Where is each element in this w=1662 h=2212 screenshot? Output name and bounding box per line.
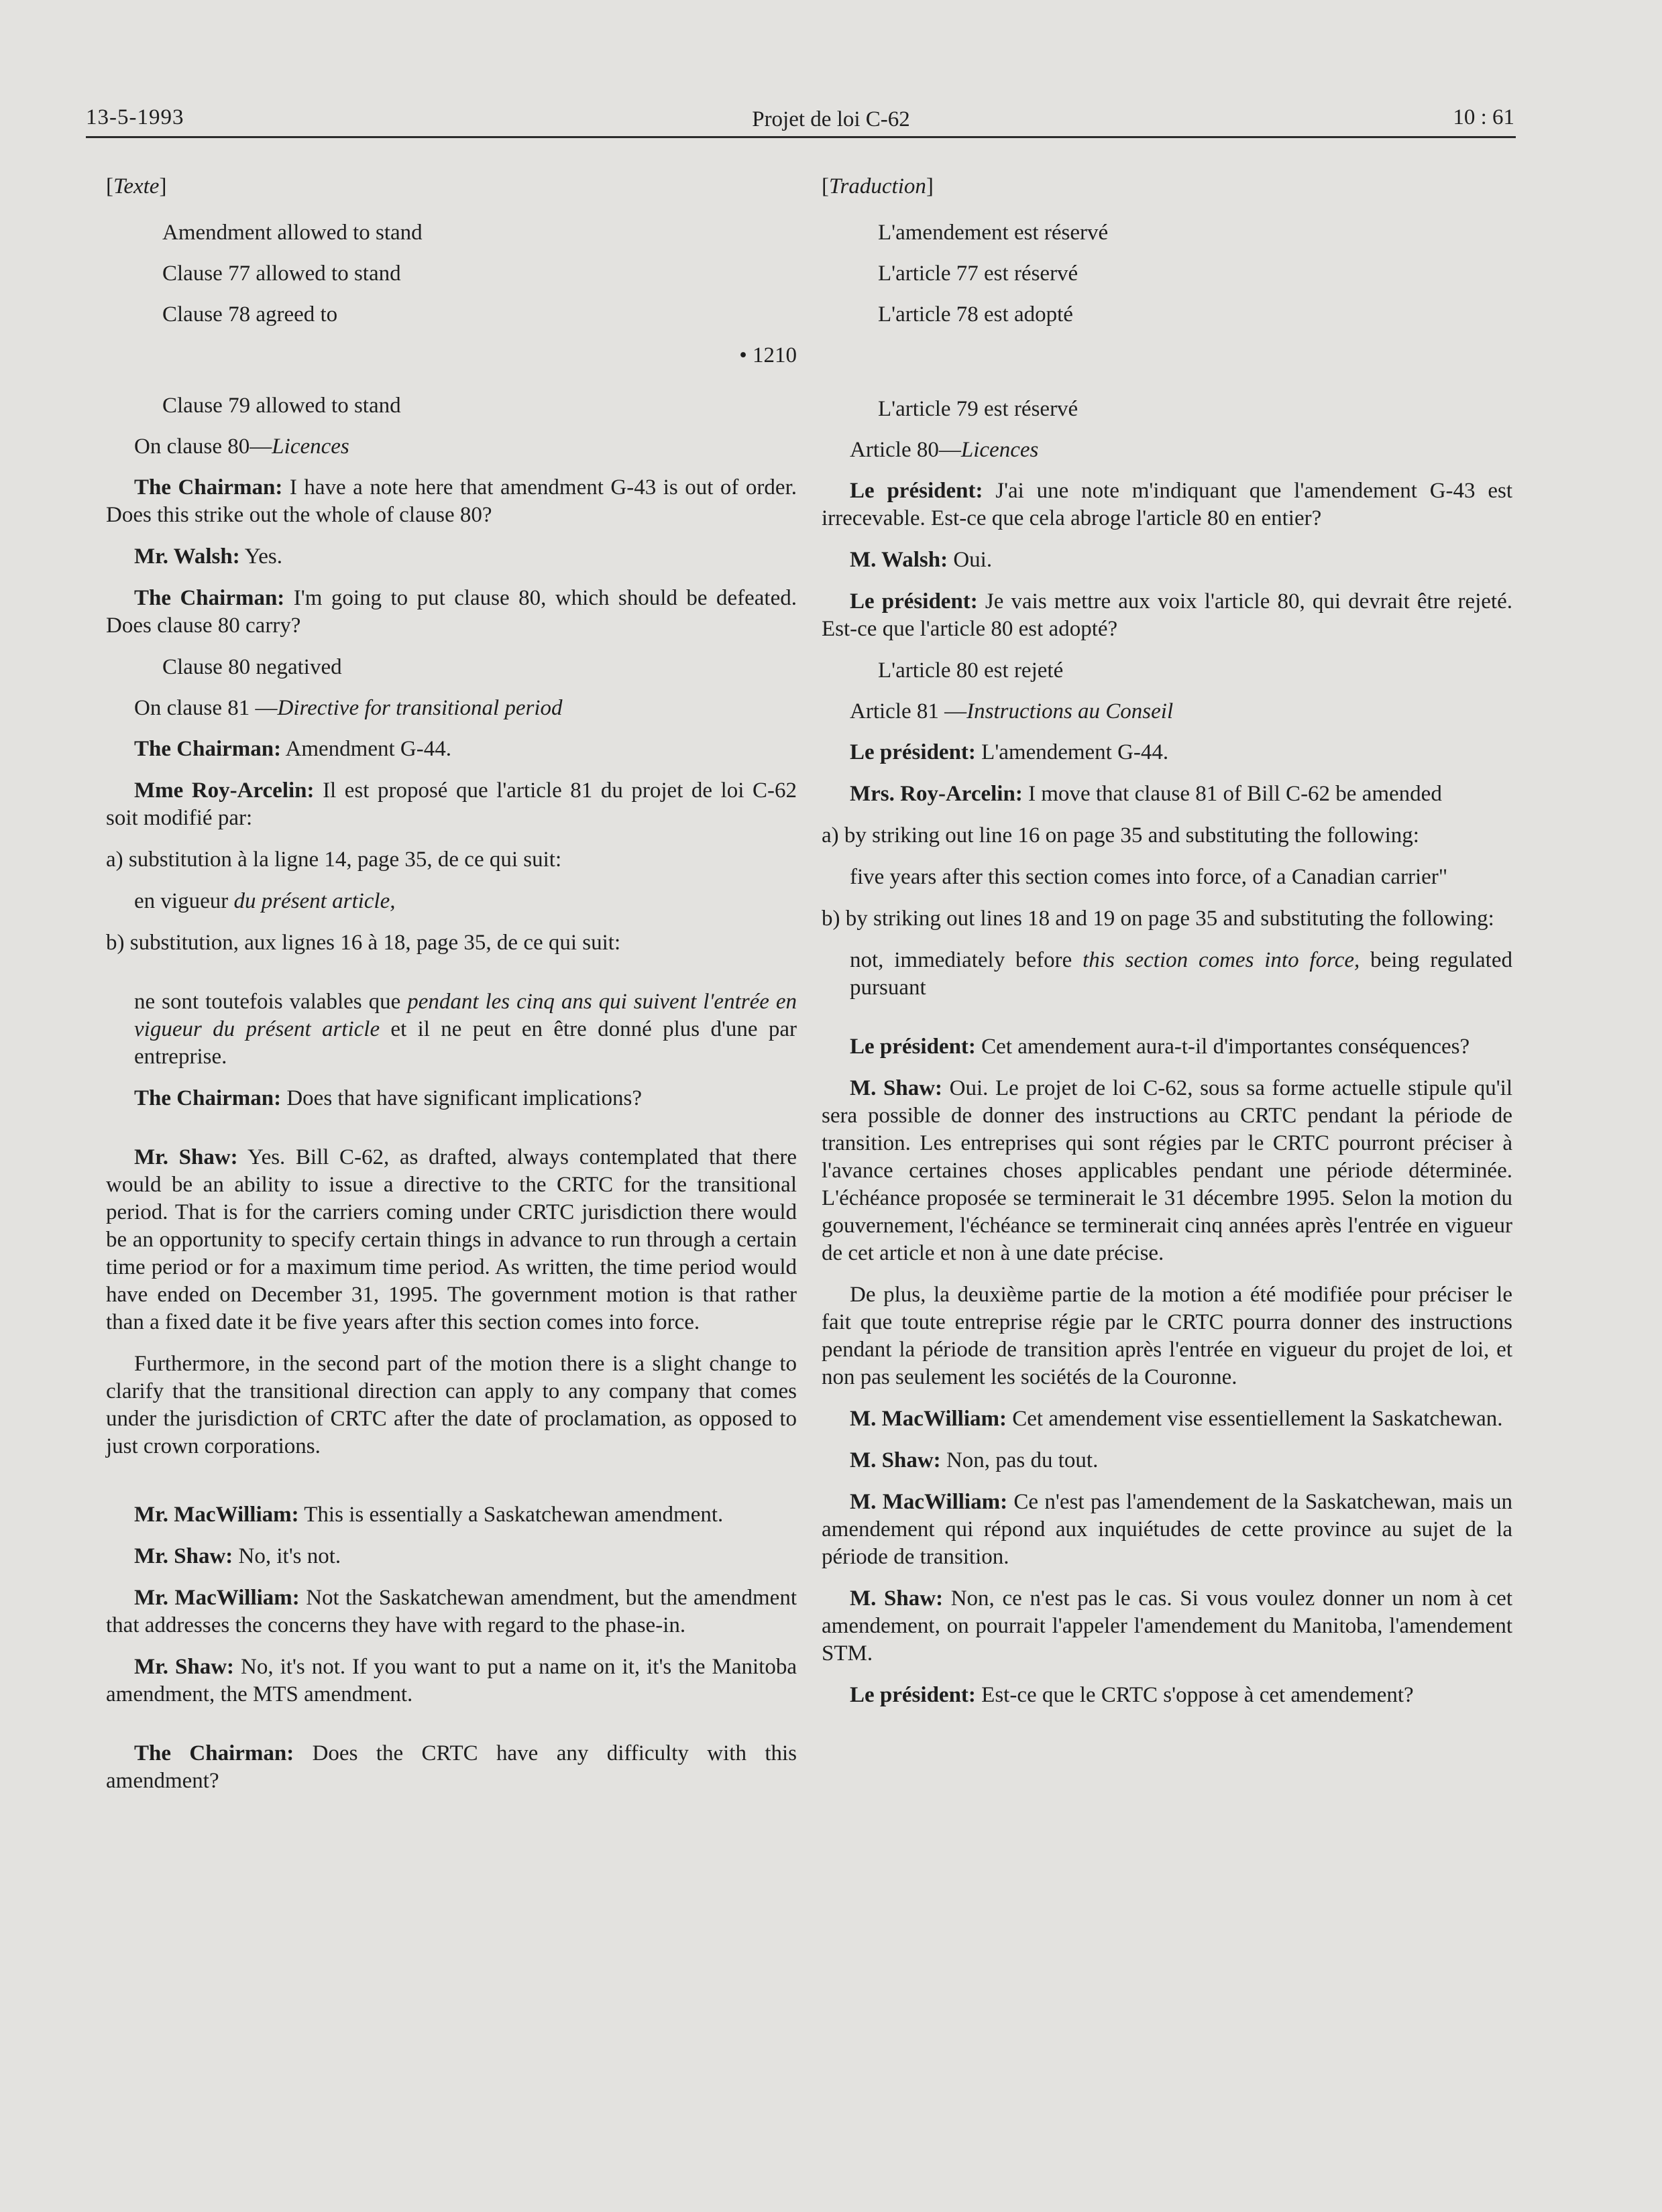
procedural-line: L'article 77 est réservé [878, 261, 1078, 286]
speaker-name: Mr. Shaw: [134, 1145, 238, 1169]
speaker-name: The Chairman: [134, 1086, 282, 1110]
column-tag: [Texte] [106, 174, 167, 198]
speech-paragraph: M. Shaw: Non, pas du tout. [850, 1448, 1099, 1472]
header-page-number: 10 : 61 [1453, 105, 1514, 129]
clause-heading: Article 81 —Instructions au Conseil [850, 699, 1174, 723]
procedural-line: L'amendement est réservé [878, 221, 1109, 245]
speaker-name: Le président: [850, 1035, 976, 1059]
clause-heading: On clause 80—Licences [134, 434, 349, 459]
column-translation [822, 173, 1512, 1723]
speech-paragraph: M. Shaw: Non, ce n'est pas le cas. Si vous voulez donner un nom à cet amendement, on pourrait l'appeler l'amendement du Manitoba, l'amendement STM. [822, 1586, 1512, 1666]
speech-paragraph: M. Walsh: Oui. [850, 548, 993, 572]
speaker-name: M. MacWilliam: [850, 1407, 1007, 1431]
speech-paragraph: Mme Roy-Arcelin: Il est proposé que l'article 81 du projet de loi C-62 soit modifié par: [106, 778, 797, 830]
amendment-item: b) substitution, aux lignes 16 à 18, page 35, de ce qui suit: [106, 931, 621, 955]
speaker-name: The Chairman: [134, 586, 285, 610]
procedural-line: L'article 80 est rejeté [878, 658, 1064, 683]
speech-paragraph: Mr. MacWilliam: This is essentially a Saskatchewan amendment. [134, 1503, 724, 1527]
clause-heading: Article 80—Licences [850, 438, 1039, 462]
speaker-name: Le président: [850, 1683, 976, 1707]
speech-paragraph: The Chairman: Amendment G-44. [134, 737, 451, 761]
speech-paragraph: The Chairman: I have a note here that amendment G-43 is out of order. Does this strike out the whole of clause 80? [106, 475, 797, 527]
speaker-name: Mme Roy-Arcelin: [134, 778, 315, 803]
procedural-line: L'article 78 est adopté [878, 302, 1073, 327]
speaker-name: Le président: [850, 740, 976, 764]
procedural-line: Clause 77 allowed to stand [162, 261, 401, 286]
speaker-name: Mr. MacWilliam: [134, 1586, 300, 1610]
amendment-item: a) by striking out line 16 on page 35 and substituting the following: [822, 823, 1419, 848]
header-title: Projet de loi C-62 [752, 107, 910, 131]
column-tag: [Traduction] [822, 174, 934, 198]
speaker-name: Mrs. Roy-Arcelin: [850, 782, 1023, 806]
speaker-name: M. MacWilliam: [850, 1490, 1008, 1514]
speech-paragraph: Mr. Walsh: Yes. [134, 544, 282, 569]
header-date: 13-5-1993 [86, 105, 184, 129]
speaker-name: The Chairman: [134, 737, 282, 761]
speech-paragraph: M. Shaw: Oui. Le projet de loi C-62, sous sa forme actuelle stipule qu'il sera possible de donner des instructions au CRTC pendant la période de transition. Les entreprises qui sont régies par le CRTC pourront préciser à l'avance certaines choses applicables pendant une période déterminée. L'échéance proposée se terminerait le 31 décembre 1995. Selon la motion du gouvernement, l'échéance se terminerait cinq années après l'entrée en vigueur de cet article et non à une date précise. [822, 1076, 1512, 1265]
speech-paragraph: Furthermore, in the second part of the motion there is a slight change to clarify that the transitional direction can apply to any company that comes under the jurisdiction of CRTC after the date of proclamation, as opposed to just crown corporations. [106, 1352, 797, 1458]
speaker-name: Mr. Shaw: [134, 1655, 235, 1679]
clause-heading: On clause 81 —Directive for transitional period [134, 696, 563, 720]
speech-paragraph: M. MacWilliam: Cet amendement vise essentiellement la Saskatchewan. [850, 1407, 1503, 1431]
speech-paragraph: Le président: L'amendement G-44. [850, 740, 1169, 764]
amendment-item: a) substitution à la ligne 14, page 35, de ce qui suit: [106, 848, 562, 872]
speaker-name: Le président: [850, 479, 983, 503]
amendment-text: five years after this section comes into force, of a Canadian carrier" [850, 865, 1448, 889]
speech-paragraph: De plus, la deuxième partie de la motion a été modifiée pour préciser le fait que toute entreprise régie par le CRTC pourra donner des instructions pendant la période de transition après l'entrée en vigueur du projet de loi, et non pas seulement les sociétés de la Couronne. [822, 1283, 1512, 1389]
speaker-name: M. Shaw: [850, 1076, 943, 1100]
speaker-name: Le président: [850, 589, 978, 614]
speaker-name: M. Walsh: [850, 548, 948, 572]
speech-paragraph: The Chairman: Does the CRTC have any difficulty with this amendment? [106, 1741, 797, 1793]
procedural-line: Amendment allowed to stand [162, 221, 423, 245]
speech-paragraph: The Chairman: I'm going to put clause 80, which should be defeated. Does clause 80 carry? [106, 586, 797, 638]
amendment-text: not, immediately before this section comes into force, being regulated pursuant [850, 948, 1512, 1000]
speaker-name: Mr. Shaw: [134, 1544, 233, 1568]
speaker-name: M. Shaw: [850, 1586, 944, 1611]
speech-paragraph: Mr. Shaw: No, it's not. [134, 1544, 341, 1568]
speech-paragraph: Mrs. Roy-Arcelin: I move that clause 81 of Bill C-62 be amended [850, 782, 1442, 806]
column-english [106, 173, 797, 1809]
time-marker: • 1210 [739, 343, 797, 367]
speaker-name: The Chairman: [134, 1741, 294, 1765]
procedural-line: L'article 79 est réservé [878, 397, 1078, 421]
procedural-line: Clause 80 negatived [162, 655, 342, 679]
speaker-name: The Chairman: [134, 475, 283, 500]
procedural-line: Clause 79 allowed to stand [162, 394, 401, 418]
amendment-item: b) by striking out lines 18 and 19 on page 35 and substituting the following: [822, 907, 1494, 931]
procedural-line: Clause 78 agreed to [162, 302, 338, 327]
speaker-name: M. Shaw: [850, 1448, 941, 1472]
speaker-name: Mr. MacWilliam: [134, 1503, 299, 1527]
speech-paragraph: The Chairman: Does that have significant implications? [134, 1086, 643, 1110]
speech-paragraph: Mr. Shaw: No, it's not. If you want to put a name on it, it's the Manitoba amendment, the MTS amendment. [106, 1655, 797, 1706]
amendment-text: ne sont toutefois valables que pendant les cinq ans qui suivent l'entrée en vigueur du présent article et il ne peut en être donné plus d'une par entreprise. [134, 990, 797, 1069]
header-rule [86, 136, 1516, 138]
speech-paragraph: M. MacWilliam: Ce n'est pas l'amendement de la Saskatchewan, mais un amendement qui répond aux inquiétudes de cette province au sujet de la période de transition. [822, 1490, 1513, 1569]
speech-paragraph: Le président: Je vais mettre aux voix l'article 80, qui devrait être rejeté. Est-ce que l'article 80 est adopté? [822, 589, 1512, 641]
speech-paragraph: Le président: Cet amendement aura-t-il d'importantes conséquences? [850, 1035, 1470, 1059]
speech-paragraph: Le président: Est-ce que le CRTC s'oppose à cet amendement? [850, 1683, 1414, 1707]
speech-paragraph: Le président: J'ai une note m'indiquant que l'amendement G-43 est irrecevable. Est-ce que cela abroge l'article 80 en entier? [822, 479, 1512, 530]
speech-paragraph: Mr. Shaw: Yes. Bill C-62, as drafted, always contemplated that there would be an ability to issue a directive to the CRTC for the transitional period. That is for the carriers coming under CRTC jurisdiction there would be an opportunity to specify certain things in advance to run through a certain time period or for a maximum time period. As written, the time period would have ended on December 31, 1995. The government motion is that rather than a fixed date it be five years after this section comes into force. [106, 1145, 797, 1334]
speech-paragraph: Mr. MacWilliam: Not the Saskatchewan amendment, but the amendment that addresses the concerns they have with regard to the phase-in. [106, 1586, 797, 1637]
speaker-name: Mr. Walsh: [134, 544, 240, 569]
amendment-text: en vigueur du présent article, [134, 889, 396, 913]
